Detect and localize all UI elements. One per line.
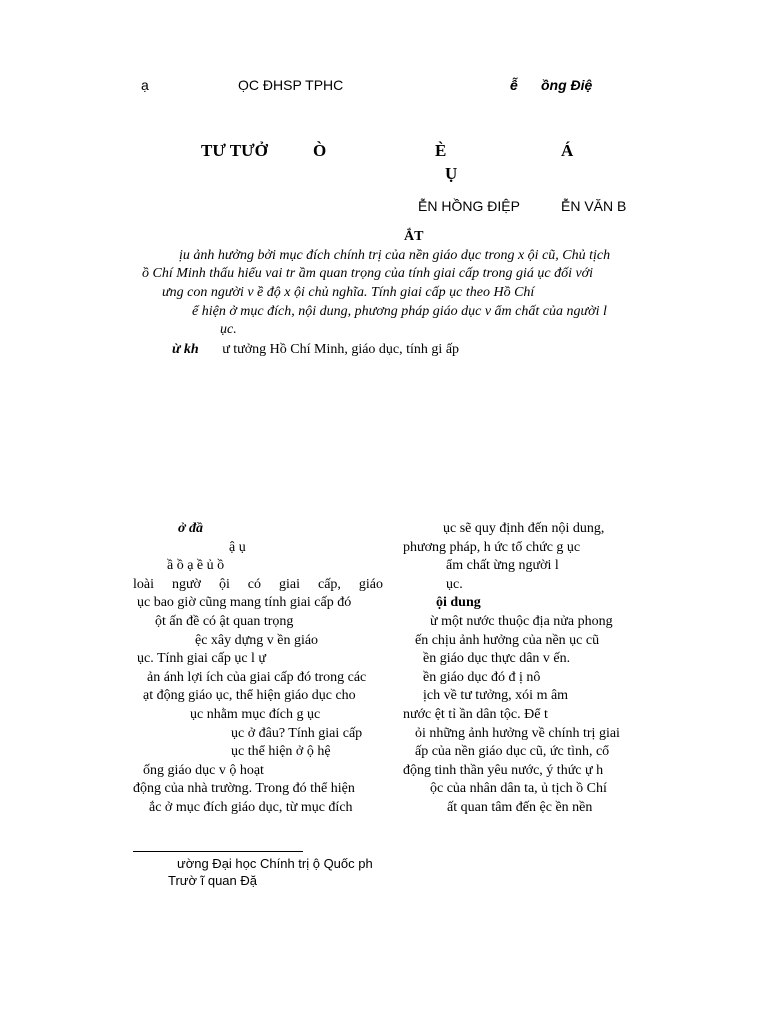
body-line: ền giáo dục thực dân v ến.	[423, 651, 571, 667]
body-line: ịch về tư tưởng, xói m âm	[423, 688, 569, 704]
header-right-fragment: ễ	[510, 77, 518, 93]
body-line: ản ánh lợi ích của giai cấp đó trong các	[147, 669, 367, 685]
body-line: ục ở đâu? Tính giai cấp	[231, 725, 363, 741]
footnote-1: ường Đại học Chính trị ộ Quốc ph	[177, 856, 373, 871]
body-line: ừ một nước thuộc địa nửa phong	[430, 613, 613, 629]
body-line: động của nhà trường. Trong đó thể hiện	[133, 781, 355, 797]
body-line: ộc của nhân dân ta, ủ tịch ồ Chí	[430, 781, 607, 797]
body-line: động tinh thần yêu nước, ý thức ự h	[403, 762, 604, 778]
body-right-column	[403, 520, 653, 818]
keywords-text: ư tưởng Hồ Chí Minh, giáo dục, tính gi ấp	[222, 342, 460, 357]
body-line: ục. Tính giai cấp ục l ự	[137, 651, 267, 667]
footnote-2: Trườ ĩ quan Đặ	[168, 873, 258, 888]
title-part-4: Á	[561, 141, 574, 160]
abstract-line: ục.	[220, 322, 237, 337]
footnote-rule	[133, 851, 303, 852]
body-line: ỏi những ảnh hưởng về chính trị giai	[415, 725, 620, 741]
body-line: ắc ở mục đích giáo dục, từ mục đích	[149, 799, 353, 815]
title-part-1: TƯ TƯỞ	[201, 141, 268, 160]
body-line: ục bao giờ cũng mang tính giai cấp đó	[137, 595, 352, 611]
header-left-fragment: ạ	[141, 77, 149, 93]
header-running-author: ồng Điệ	[541, 77, 593, 93]
body-line: ệc xây dựng v ền giáo	[195, 632, 319, 648]
title-part-3: È	[435, 141, 447, 160]
body-line: ậ ụ	[229, 539, 246, 555]
body-line: ục nhằm mục đích g ục	[190, 706, 321, 722]
abstract-line: ể hiện ở mục đích, nội dung, phương pháp giáo dục v ẩm chất của người l	[192, 304, 607, 319]
section-heading: ở đầ	[178, 521, 204, 536]
body-line: ục thể hiện ở ộ hệ	[231, 744, 331, 760]
keywords-row	[172, 342, 459, 358]
body-line: loài ngườ ội có giai cấp, giáo	[133, 576, 383, 592]
body-line: ống giáo dục v ộ hoạt	[143, 762, 264, 778]
body-line: ột ấn đề có ật quan trọng	[155, 613, 294, 629]
keywords-label: ừ kh	[172, 342, 199, 357]
body-line: ến chịu ảnh hưởng của nền ục cũ	[415, 632, 600, 648]
body-line: ẩm chất ừng người l	[446, 558, 559, 574]
abstract-heading: ẮT	[404, 229, 424, 244]
body-line: nước ệt tỉ ần dân tộc. Để t	[403, 706, 548, 722]
abstract-line: ồ Chí Minh thấu hiểu vai tr ầm quan trọng của tính giai cấp trong giá ục đối với	[142, 266, 594, 281]
body-line: ục sẽ quy định đến nội dung,	[443, 521, 605, 536]
body-line: ất quan tâm đến ệc ền nền	[447, 799, 593, 815]
body-left-column	[133, 520, 383, 818]
body-line: phương pháp, h ức tổ chức g ục	[403, 539, 581, 555]
body-line: ấp của nền giáo dục cũ, ức tình, cổ	[415, 744, 610, 760]
title-part-2: Ò	[313, 141, 327, 160]
body-line: ạt động giáo ục, thể hiện giáo dục cho	[143, 688, 356, 704]
section-heading: ội dung	[436, 595, 481, 611]
abstract-line: ịu ảnh hưởng bởi mục đích chính trị của nền giáo dục trong x ội cũ, Chủ tịch	[179, 248, 611, 263]
title-line-2: Ụ	[445, 164, 458, 183]
abstract-line: ưng con người v ề độ x ội chủ nghĩa. Tính giai cấp ục theo Hồ Chí	[162, 285, 535, 300]
body-line: ầ ồ ạ ề ủ ồ	[167, 558, 225, 574]
header-journal-name: ỌC ĐHSP TPHC	[238, 77, 344, 93]
author-1: ỄN HỒNG ĐIỆP	[418, 198, 520, 214]
author-2: ỄN VĂN B	[561, 198, 627, 214]
body-line: ền giáo dục đó đ ị nô	[423, 669, 541, 685]
body-line: ục.	[446, 576, 463, 592]
